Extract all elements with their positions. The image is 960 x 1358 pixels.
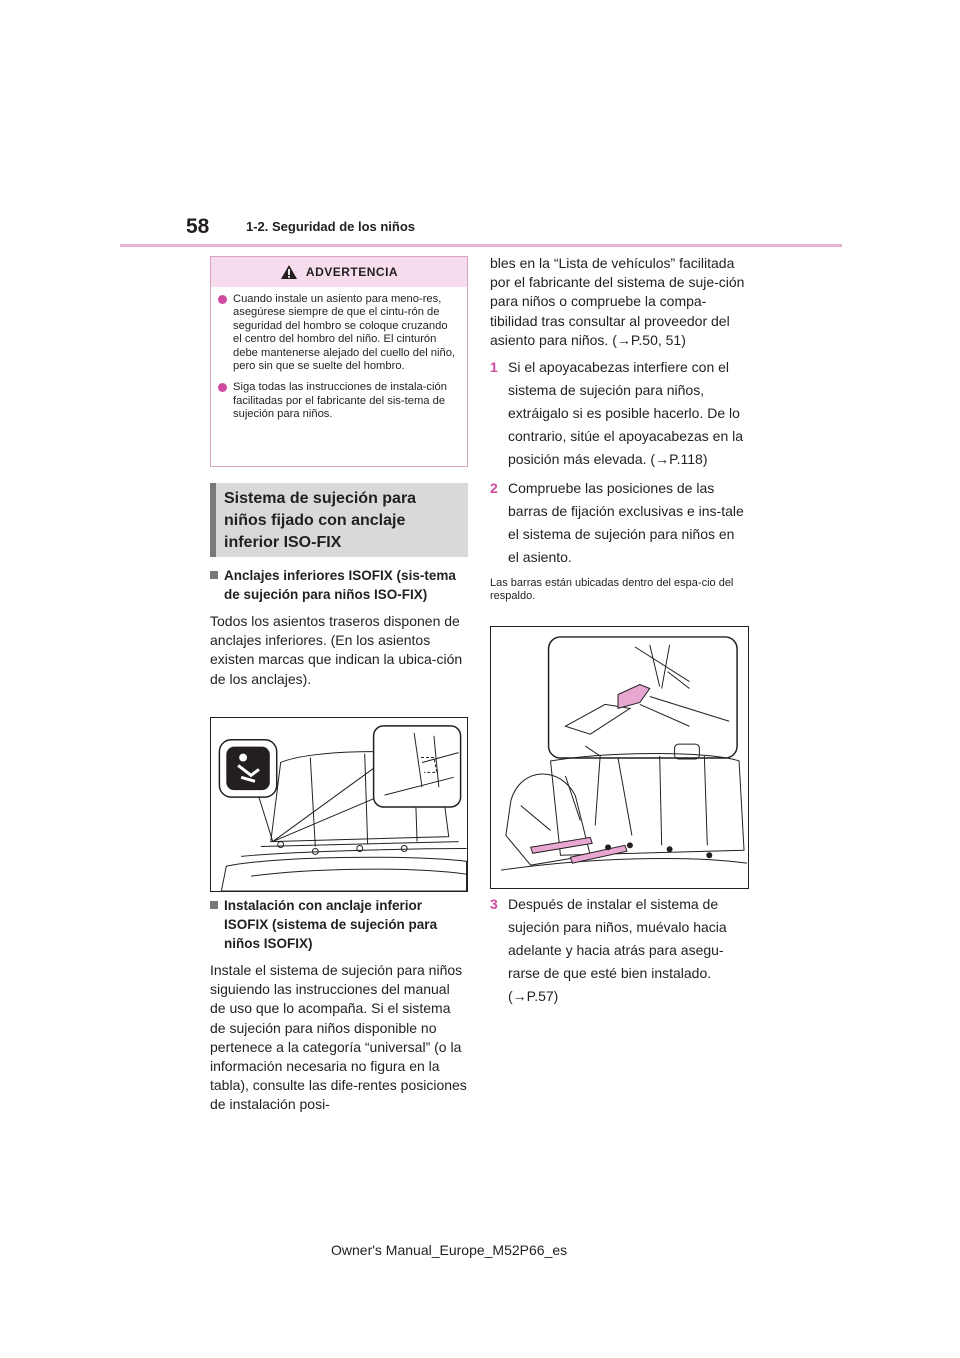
warning-title: ADVERTENCIA (305, 265, 399, 279)
step-number: 3 (490, 896, 498, 912)
subsection-title (210, 566, 468, 604)
step-text: Compruebe las posiciones de las barras de fijación exclusivas e ins-tale el sistema de sujeción para niños en el asiento. (508, 480, 744, 566)
section-heading: Sistema de sujeción para niños fijado con anclaje inferior ISO-FIX (210, 483, 468, 557)
section-title: 1-2. Seguridad de los niños (246, 219, 416, 234)
step-item (490, 356, 748, 471)
page-number: 58 (186, 215, 210, 238)
subsection-title (210, 896, 468, 953)
subsection-title-text: Anclajes inferiores ISOFIX (sis-tema de sujeción para niños ISO-FIX) (224, 568, 456, 602)
right-column (490, 254, 748, 603)
subsection-isofix-installation (210, 896, 468, 1115)
warning-header (211, 257, 467, 287)
warning-text: Siga todas las instrucciones de instala-ción facilitadas por el fabricante del sis-tema de sujeción para niños. (233, 381, 447, 421)
step-number: 2 (490, 480, 498, 497)
step-item (490, 893, 748, 1008)
subsection-title-text: Instalación con anclaje inferior ISOFIX (sistema de sujeción para niños ISOFIX) (224, 898, 438, 951)
paragraph: Todos los asientos traseros disponen de anclajes inferiores. (En los asientos existen marcas que indican la ubica-ción de los anclajes). (210, 613, 463, 687)
header-divider (120, 244, 842, 247)
step-text: Si el apoyacabezas interfiere con el sistema de sujeción para niños, extráigalo si es posible hacerlo. De lo contrario, sitúe el apoyacabezas en la posición más elevada. (→P.118) (508, 359, 744, 468)
step-item (490, 477, 748, 569)
note-text: Las barras están ubicadas dentro del espa-cio del respaldo. (490, 577, 734, 603)
paragraph: bles en la “Lista de vehículos” facilitada por el fabricante del sistema de suje-ción para niños o compruebe la compa-tibilidad tras consultar al proveedor del asiento para niños. (→P.50, 51) (490, 255, 745, 348)
subsection-isofix-anchors (210, 566, 468, 689)
paragraph: Instale el sistema de sujeción para niños siguiendo las instrucciones del manual de uso que lo acompaña. Si el sistema de sujeción para niños disponible no pertenece a la categoría “universal” (o la información necesaria no figura en la tabla), consulte las dife-rentes posiciones de instalación posi- (210, 962, 467, 1113)
bullet-icon (218, 383, 227, 392)
bullet-icon (218, 295, 227, 304)
square-bullet-icon (210, 901, 218, 909)
step-number: 1 (490, 359, 498, 376)
step-text: Después de instalar el sistema de sujeción para niños, muévalo hacia adelante y hacia atrás para asegu-rarse de que esté bien instalado. (→P.57) (508, 896, 727, 1004)
isofix-seat-illustration (210, 717, 468, 892)
footer-text: Owner's Manual_Europe_M52P66_es (331, 1242, 568, 1258)
child-seat-installation-illustration (490, 626, 749, 889)
square-bullet-icon (210, 571, 218, 579)
step-3-block (490, 893, 748, 1008)
warning-triangle-icon (280, 264, 298, 280)
warning-box (210, 256, 468, 467)
warning-item (218, 381, 457, 421)
warning-text: Cuando instale un asiento para meno-res, asegúrese siempre de que el cintu-rón de seguridad del hombro se coloque cruzando el centro del hombro del niño. El cinturón debe mantenerse alejado del cuello del niño, pero sin que se suelte del hombro. (233, 293, 456, 373)
warning-item (218, 293, 457, 373)
